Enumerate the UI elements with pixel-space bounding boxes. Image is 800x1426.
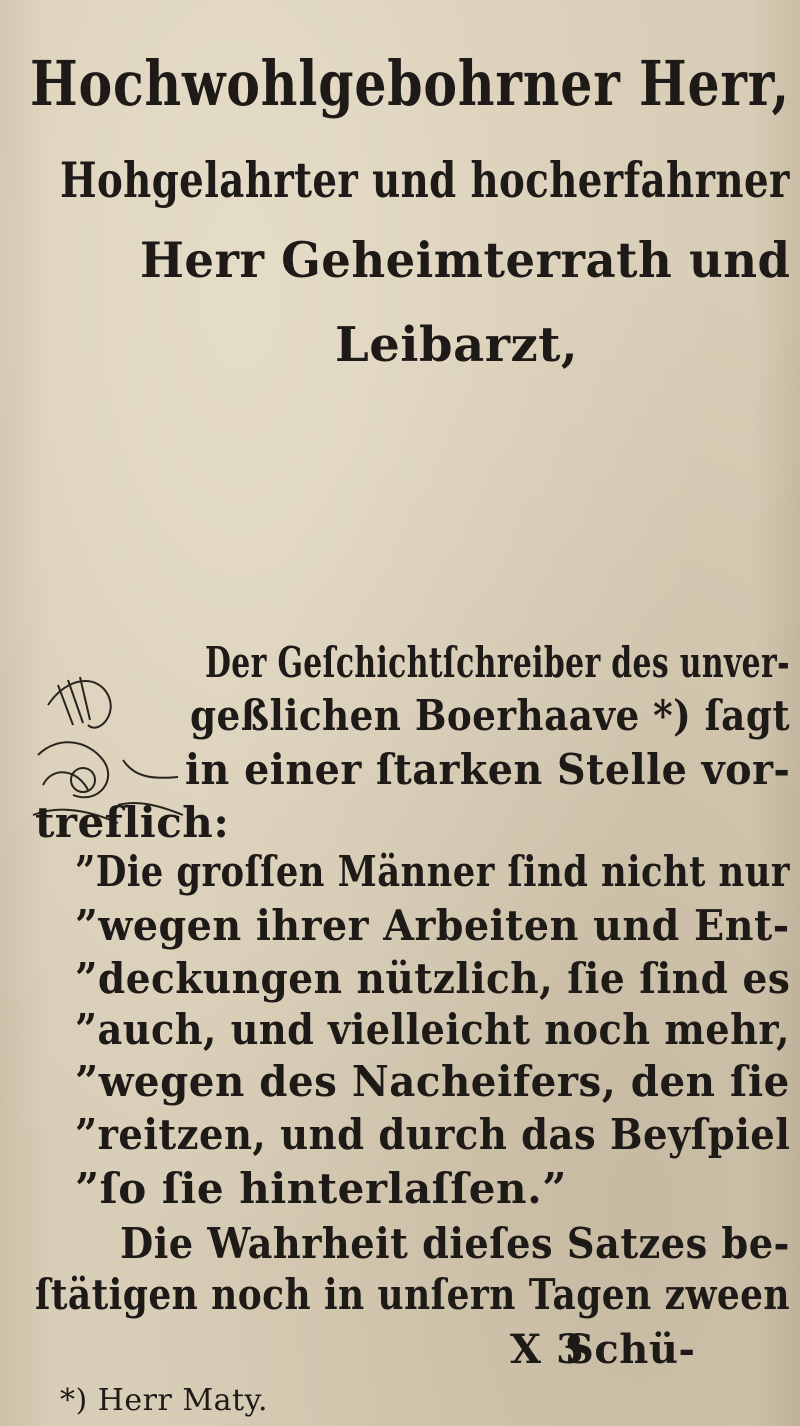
body-line-9: ”wegen des Nacheifers, den ſie (75, 1057, 790, 1106)
heading-line-4: Leibarzt, (335, 317, 579, 373)
heading-line-1: Hochwohlgebohrner Herr, (30, 47, 790, 120)
signature-mark: X 3 (510, 1326, 585, 1373)
body-line-1: Der Geſchichtſchreiber des unver- (205, 638, 790, 687)
body-line-8: ”auch, und vielleicht noch mehr, (75, 1005, 790, 1054)
heading-line-3: Herr Geheimterrath und (140, 231, 791, 289)
body-line-4: treflich: (35, 798, 230, 847)
catchword: Schü- (565, 1326, 696, 1373)
body-line-2: geßlichen Boerhaave *) ſagt (190, 691, 791, 740)
body-line-3: in einer ſtarken Stelle vor- (185, 745, 791, 794)
body-line-5: ”Die groſſen Männer ſind nicht nur (75, 847, 790, 896)
body-line-11: ”ſo ſie hinterlaſſen.” (75, 1164, 567, 1213)
heading-line-2: Hohgelahrter und hocherfahrner (60, 151, 790, 209)
body-line-12: Die Wahrheit dieſes Satzes be- (120, 1219, 790, 1268)
body-line-7: ”deckungen nützlich, ſie ſind es (75, 954, 791, 1003)
body-line-6: ”wegen ihrer Arbeiten und Ent- (75, 901, 790, 950)
footnote: *) Herr Maty. (60, 1383, 269, 1418)
body-line-13: ſtätigen noch in unſern Tagen zween (35, 1270, 791, 1319)
body-line-10: ”reitzen, und durch das Beyſpiel (75, 1110, 791, 1159)
